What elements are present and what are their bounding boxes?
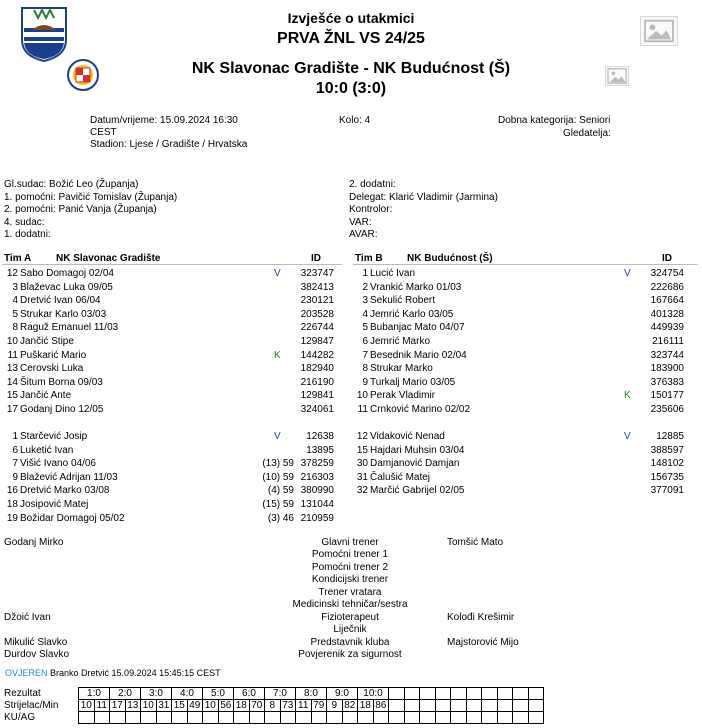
empty-cell — [311, 712, 327, 724]
scorer-minute-cell: 70 — [249, 700, 265, 712]
player-id: 203528 — [300, 308, 334, 320]
empty-cell — [141, 712, 157, 724]
player-id: 324061 — [300, 404, 334, 415]
player-name: Sabo Domagoj 02/04 — [20, 268, 114, 279]
player-id: 388597 — [650, 444, 684, 456]
scorer-number-cell: 8 — [265, 700, 281, 712]
scorer-minute-cell: 86 — [373, 700, 389, 712]
scorer-number-cell: 11 — [296, 700, 312, 712]
empty-cell — [466, 712, 482, 724]
player-id: 183900 — [650, 363, 684, 375]
goalkeeper-mark: V — [274, 268, 281, 279]
substitution-minute: (3) 46 — [267, 512, 294, 524]
staff-role: Liječnik — [333, 624, 367, 635]
player-id: 182940 — [300, 363, 334, 375]
player-name: Dretvić Ivan 06/04 — [20, 295, 101, 307]
player-number: 7 — [12, 458, 18, 470]
staff-role: Povjerenik za sigurnost — [298, 649, 402, 660]
player-name: Besednik Mario 02/04 — [370, 349, 467, 361]
player-row — [0, 403, 345, 416]
staff-name-right: Tomšić Mato — [447, 537, 504, 548]
report-title: Izvješće o utakmici — [287, 10, 415, 26]
player-number: 4 — [12, 295, 18, 307]
player-row — [0, 430, 345, 443]
empty-cell — [296, 712, 312, 724]
score-row-label-result: Rezultat — [4, 688, 41, 699]
empty-cell — [125, 712, 141, 724]
player-name: Jemrić Karlo 03/05 — [370, 308, 454, 320]
result-cell: 2:0 — [110, 688, 141, 700]
player-name: Turkalj Mario 03/05 — [370, 376, 456, 388]
team-b-id-header: ID — [662, 253, 672, 264]
player-row — [0, 512, 345, 525]
empty-cell — [280, 712, 296, 724]
player-id: 129841 — [300, 390, 334, 402]
player-name: Strukar Marko — [370, 363, 433, 375]
verified-line — [5, 668, 221, 678]
result-cell: 1:0 — [79, 688, 110, 700]
player-id: 235606 — [650, 404, 684, 415]
empty-cell — [435, 712, 451, 724]
player-id: 323747 — [300, 268, 334, 279]
player-number: 32 — [356, 485, 368, 497]
captain-mark: K — [624, 390, 631, 402]
player-name: Sekulić Robert — [370, 295, 436, 307]
player-row — [350, 484, 695, 497]
substitution-minute: (10) 59 — [262, 471, 294, 483]
scorer-minute-cell: 13 — [125, 700, 141, 712]
official-right-line: 2. dodatni: — [349, 179, 396, 190]
result-cell: 4:0 — [172, 688, 203, 700]
player-row — [350, 321, 695, 334]
official-left-line: 4. sudac: — [4, 216, 45, 228]
spectators: Gledatelja: — [563, 128, 611, 139]
player-name: Šitum Borna 09/03 — [20, 376, 103, 388]
score-row-label-scorer: Strijelac/Min — [4, 700, 59, 711]
player-row — [0, 321, 345, 334]
player-name: Josipović Matej — [20, 499, 89, 510]
player-name: Jančić Ante — [20, 390, 72, 402]
player-name: Vrankić Marko 01/03 — [370, 281, 462, 293]
empty-cell — [327, 712, 343, 724]
player-name: Raguž Emanuel 11/03 — [20, 322, 119, 334]
player-number: 4 — [362, 308, 368, 320]
player-number: 5 — [362, 322, 368, 334]
official-left-line: Gl.sudac: Božić Leo (Županja) — [4, 179, 139, 190]
player-id: 156735 — [650, 471, 684, 483]
official-left-line: 2. pomoćni: Panić Vanja (Županja) — [4, 204, 157, 215]
match-score: 10:0 (3:0) — [315, 80, 387, 97]
empty-cell — [466, 700, 482, 712]
player-number: 6 — [12, 444, 18, 456]
team-b-name: NK Budućnost (Š) — [407, 253, 493, 264]
empty-cell — [389, 700, 405, 712]
player-id: 382413 — [300, 281, 334, 293]
empty-cell — [451, 700, 467, 712]
age-category: Dobna kategorija: Seniori — [498, 115, 611, 126]
player-row — [0, 498, 345, 511]
empty-cell — [172, 712, 188, 724]
player-row — [350, 349, 695, 362]
staff-name-left: Godanj Mirko — [4, 537, 64, 548]
goalkeeper-mark: V — [274, 431, 281, 442]
player-row — [350, 457, 695, 470]
player-row — [0, 362, 345, 375]
empty-cell — [482, 700, 498, 712]
empty-cell — [513, 712, 529, 724]
staff-name-left: Mikulić Slavko — [4, 637, 68, 648]
player-name: Jemrić Marko — [370, 336, 431, 347]
player-name: Višić Ivano 04/06 — [20, 458, 96, 470]
empty-cell — [513, 700, 529, 712]
player-name: Godanj Dino 12/05 — [20, 404, 104, 415]
player-name: Blažević Adrijan 11/03 — [20, 471, 118, 483]
match-timezone: CEST — [90, 127, 117, 138]
empty-cell — [435, 700, 451, 712]
player-name: Hajdari Muhsin 03/04 — [370, 444, 465, 456]
match-stadium: Stadion: Ljese / Gradište / Hrvatska — [90, 139, 248, 150]
empty-cell — [497, 688, 513, 700]
player-number: 14 — [6, 376, 18, 388]
player-number: 3 — [362, 295, 368, 307]
staff-role: Glavni trener — [321, 537, 379, 548]
scorer-minute-cell: 79 — [311, 700, 327, 712]
staff-role: Fizioterapeut — [321, 612, 379, 623]
player-id: 148102 — [650, 458, 684, 470]
official-right-line: VAR: — [349, 216, 372, 228]
player-id: 167664 — [650, 295, 684, 307]
scorer-number-cell: 9 — [327, 700, 343, 712]
player-id: 210959 — [300, 512, 334, 524]
empty-cell — [466, 688, 482, 700]
player-name: Vidaković Nenad — [370, 431, 445, 442]
scorer-number-cell: 15 — [172, 700, 188, 712]
staff-role: Medicinski tehničar/sestra — [292, 599, 408, 610]
scorer-number-cell: 10 — [141, 700, 157, 712]
official-right-line: Kontrolor: — [349, 204, 393, 215]
empty-cell — [218, 712, 234, 724]
result-cell: 8:0 — [296, 688, 327, 700]
player-id: 131044 — [300, 499, 334, 510]
player-number: 3 — [12, 281, 18, 293]
captain-mark: K — [274, 349, 281, 361]
player-number: 11 — [357, 404, 368, 415]
player-id: 401328 — [650, 308, 684, 320]
player-row — [350, 267, 695, 280]
goalkeeper-mark: V — [624, 431, 631, 442]
player-row — [350, 335, 695, 348]
player-row — [350, 362, 695, 375]
player-number: 10 — [356, 390, 368, 402]
player-number: 9 — [362, 376, 368, 388]
player-number: 5 — [12, 308, 18, 320]
official-left-line: 1. dodatni: — [4, 229, 51, 240]
player-id: 13895 — [306, 444, 334, 456]
result-cell: 7:0 — [265, 688, 296, 700]
player-row — [350, 403, 695, 416]
player-row — [350, 444, 695, 457]
empty-cell — [528, 688, 544, 700]
player-name: Marčić Gabrijel 02/05 — [370, 485, 465, 497]
player-number: 11 — [7, 349, 18, 361]
scorer-minute-cell: 49 — [187, 700, 203, 712]
empty-cell — [156, 712, 172, 724]
player-row — [350, 308, 695, 321]
player-number: 30 — [356, 458, 368, 470]
player-id: 144282 — [300, 349, 334, 361]
result-cell: 5:0 — [203, 688, 234, 700]
official-left-line: 1. pomoćni: Pavičić Tomislav (Županja) — [4, 191, 178, 203]
empty-cell — [404, 700, 420, 712]
staff-name-left: Džoić Ivan — [4, 612, 51, 623]
team-a-tag: Tim A — [4, 253, 32, 264]
player-number: 18 — [6, 499, 18, 510]
empty-cell — [265, 712, 281, 724]
player-name: Čalušić Matej — [370, 471, 431, 483]
staff-role: Predstavnik kluba — [310, 637, 390, 648]
staff-role: Pomoćni trener 2 — [311, 562, 389, 573]
staff-role: Pomoćni trener 1 — [311, 549, 389, 560]
empty-cell — [497, 700, 513, 712]
player-number: 9 — [12, 471, 18, 483]
player-id: 226744 — [300, 322, 334, 334]
player-name: Luketić Ivan — [20, 444, 74, 456]
player-id: 324754 — [650, 268, 684, 279]
empty-cell — [482, 712, 498, 724]
staff-role: Trener vratara — [318, 587, 382, 598]
player-number: 7 — [362, 349, 368, 361]
empty-cell — [389, 712, 405, 724]
result-cell: 10:0 — [358, 688, 389, 700]
league-name: PRVA ŽNL VS 24/25 — [277, 30, 425, 47]
player-row — [350, 281, 695, 294]
staff-name-right: Majstorović Mijo — [447, 637, 519, 648]
empty-cell — [94, 712, 110, 724]
empty-cell — [420, 712, 436, 724]
substitution-minute: (4) 59 — [267, 485, 294, 497]
player-name: Damjanović Damjan — [370, 458, 460, 470]
player-row — [350, 294, 695, 307]
player-row — [0, 294, 345, 307]
player-id: 230121 — [300, 295, 334, 307]
empty-cell — [342, 712, 358, 724]
scorer-minute-cell: 73 — [280, 700, 296, 712]
player-id: 12885 — [656, 431, 684, 442]
staff-role: Kondicijski trener — [311, 574, 389, 585]
player-row — [0, 457, 345, 470]
scorer-minute-cell: 11 — [94, 700, 110, 712]
player-name: Lucić Ivan — [370, 268, 416, 279]
player-row — [350, 376, 695, 389]
empty-cell — [528, 712, 544, 724]
player-number: 8 — [12, 322, 18, 334]
player-number: 1 — [362, 268, 368, 279]
scorer-number-cell: 10 — [79, 700, 95, 712]
player-id: 216303 — [300, 471, 334, 483]
staff-name-right: Kolođi Krešimir — [447, 612, 515, 623]
player-name: Crnković Marino 02/02 — [370, 404, 471, 415]
player-name: Puškarić Mario — [20, 349, 87, 361]
player-row — [350, 471, 695, 484]
empty-cell — [528, 700, 544, 712]
player-row — [0, 281, 345, 294]
player-number: 8 — [362, 363, 368, 375]
player-number: 31 — [356, 471, 368, 483]
empty-cell — [187, 712, 203, 724]
team-a-id-header: ID — [311, 253, 321, 264]
empty-cell — [420, 700, 436, 712]
player-id: 376383 — [650, 376, 684, 388]
player-id: 216111 — [652, 336, 684, 347]
player-name: Bubanjac Mato 04/07 — [370, 322, 465, 334]
empty-cell — [497, 712, 513, 724]
player-name: Strukar Karlo 03/03 — [20, 308, 107, 320]
scorer-minute-cell: 56 — [218, 700, 234, 712]
player-row — [0, 335, 345, 348]
empty-cell — [451, 688, 467, 700]
player-number: 17 — [6, 404, 18, 415]
empty-cell — [249, 712, 265, 724]
match-title: NK Slavonac Gradište - NK Budućnost (Š) — [191, 60, 511, 77]
player-number: 2 — [362, 281, 368, 293]
player-id: 150177 — [650, 390, 684, 402]
scorer-minute-cell: 82 — [342, 700, 358, 712]
player-id: 129847 — [300, 336, 334, 347]
score-grid-table — [78, 687, 544, 724]
player-name: Božidar Domagoj 05/02 — [20, 512, 125, 524]
empty-cell — [420, 688, 436, 700]
goalkeeper-mark: V — [624, 268, 631, 279]
staff-name-left: Durdov Slavko — [4, 649, 70, 660]
substitution-minute: (13) 59 — [262, 458, 294, 470]
result-cell: 3:0 — [141, 688, 172, 700]
empty-cell — [451, 712, 467, 724]
empty-cell — [358, 712, 374, 724]
player-number: 15 — [6, 390, 18, 402]
player-id: 377091 — [650, 485, 684, 497]
player-row — [0, 376, 345, 389]
player-id: 216190 — [300, 376, 334, 388]
scorer-number-cell: 17 — [110, 700, 126, 712]
empty-cell — [513, 688, 529, 700]
player-id: 323744 — [650, 349, 684, 361]
player-id: 12638 — [306, 431, 334, 442]
player-id: 449939 — [650, 322, 684, 334]
scorer-number-cell: 10 — [203, 700, 219, 712]
scorer-minute-cell: 31 — [156, 700, 172, 712]
player-name: Cerovski Luka — [20, 363, 84, 375]
player-number: 19 — [6, 512, 18, 524]
player-row — [0, 471, 345, 484]
empty-cell — [435, 688, 451, 700]
player-row — [0, 444, 345, 457]
empty-cell — [482, 688, 498, 700]
player-row — [350, 430, 695, 443]
player-number: 15 — [356, 444, 368, 456]
player-number: 1 — [12, 431, 18, 442]
empty-cell — [373, 712, 389, 724]
player-row — [350, 389, 695, 402]
match-datetime: Datum/vrijeme: 15.09.2024 16:30 — [90, 115, 238, 126]
player-row — [0, 349, 345, 362]
player-name: Jančić Stipe — [20, 336, 74, 347]
scorer-number-cell: 18 — [234, 700, 250, 712]
verified-label: OVJEREN — [5, 668, 48, 678]
player-row — [0, 484, 345, 497]
player-number: 12 — [6, 268, 18, 279]
player-number: 10 — [6, 336, 18, 347]
verified-text: Branko Dretvić 15.09.2024 15:45:15 CEST — [50, 668, 221, 678]
official-right-line: AVAR: — [349, 229, 378, 240]
empty-cell — [110, 712, 126, 724]
empty-cell — [404, 712, 420, 724]
player-number: 6 — [362, 336, 368, 347]
empty-cell — [389, 688, 405, 700]
empty-cell — [203, 712, 219, 724]
team-a-name: NK Slavonac Gradište — [56, 253, 161, 264]
empty-cell — [404, 688, 420, 700]
result-cell: 6:0 — [234, 688, 265, 700]
score-row-label-ku: KU/AG — [4, 712, 36, 723]
player-id: 380990 — [300, 485, 334, 497]
player-number: 16 — [6, 485, 18, 497]
player-id: 222686 — [650, 281, 684, 293]
player-number: 13 — [6, 363, 18, 375]
empty-cell — [234, 712, 250, 724]
match-round: Kolo: 4 — [339, 115, 371, 126]
result-cell: 9:0 — [327, 688, 358, 700]
official-right-line: Delegat: Klarić Vladimir (Jarmina) — [349, 191, 498, 203]
player-row — [0, 308, 345, 321]
player-name: Perak Vladimir — [370, 390, 436, 402]
player-row — [0, 389, 345, 402]
team-b-tag: Tim B — [355, 253, 383, 264]
player-row — [0, 267, 345, 280]
empty-cell — [79, 712, 95, 724]
scorer-number-cell: 18 — [358, 700, 374, 712]
player-id: 378259 — [300, 458, 334, 470]
player-number: 12 — [356, 431, 368, 442]
substitution-minute: (15) 59 — [262, 499, 294, 510]
player-name: Starčević Josip — [20, 431, 88, 442]
player-name: Dretvić Marko 03/08 — [20, 485, 110, 497]
player-name: Blaževac Luka 09/05 — [20, 281, 113, 293]
